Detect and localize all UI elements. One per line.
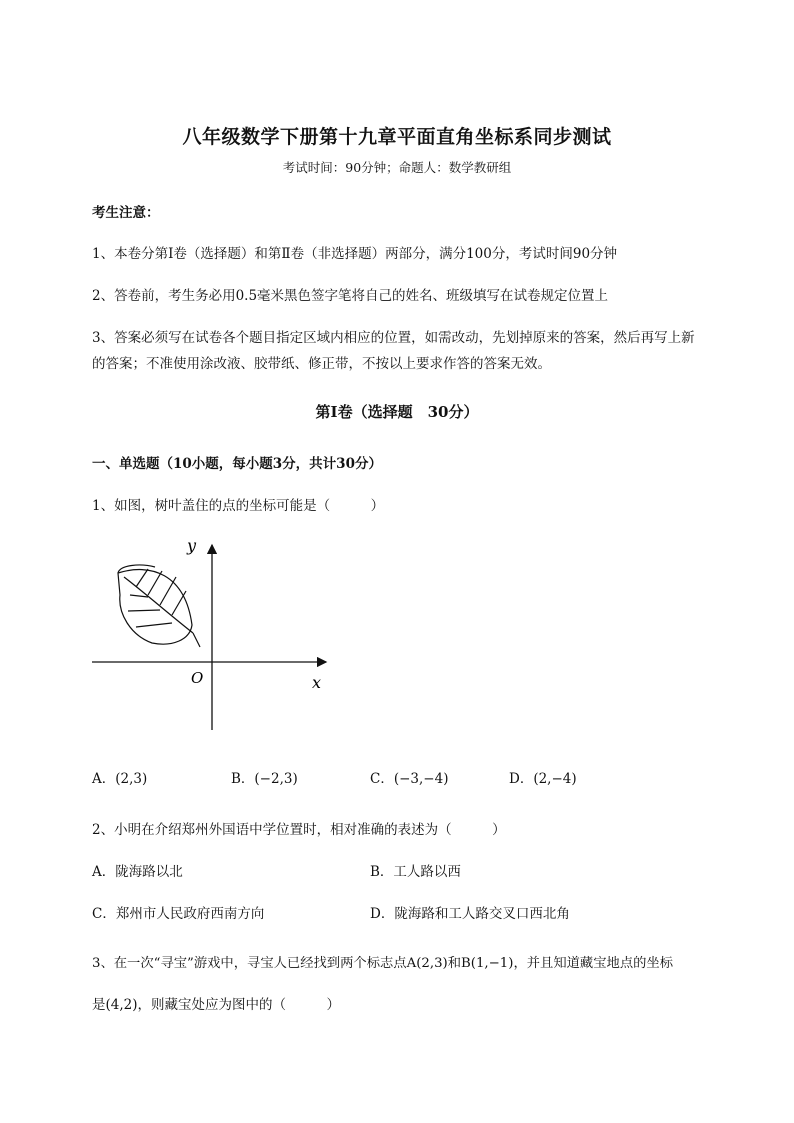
leaf-icon [118,565,200,647]
question-3-stem: 3、在一次“寻宝”游戏中，寻宝人已经找到两个标志点A(2,3)和B(1,−1)，并且知道藏宝地点的坐标 [92,956,674,971]
question-1-option-a[interactable]: A．(2,3) [92,771,148,787]
question-1-option-c[interactable]: C．(−3,−4) [370,771,449,787]
notice-heading: 考生注意： [92,205,160,221]
question-2-option-a[interactable]: A．陇海路以北 [92,864,183,880]
part-heading: 一、单选题（10小题，每小题3分，共计30分） [92,456,382,472]
section-title: 第I卷（选择题 30分） [315,403,479,421]
exam-info: 考试时间：90分钟；命题人：数学教研组 [282,160,512,175]
question-2-option-b[interactable]: B．工人路以西 [370,864,461,880]
x-axis-label: x [312,673,322,692]
question-1-stem: 1、如图，树叶盖住的点的坐标可能是（ ） [92,498,385,514]
notice-item-1: 1、本卷分第I卷（选择题）和第Ⅱ卷（非选择题）两部分，满分100分，考试时间90分钟 [92,246,618,262]
y-axis-label: y [187,536,197,555]
notice-item-3-cont: 的答案；不准使用涂改液、胶带纸、修正带，不按以上要求作答的答案无效。 [92,356,551,372]
question-3-stem-cont: 是(4,2)，则藏宝处应为图中的（ ） [92,997,341,1013]
question-1-option-b[interactable]: B．(−2,3) [231,771,298,787]
question-2-option-d[interactable]: D．陇海路和工人路交叉口西北角 [370,906,570,922]
question-2-stem: 2、小明在介绍郑州外国语中学位置时，相对准确的表述为（ ） [92,822,506,838]
question-2-option-c[interactable]: C．郑州市人民政府西南方向 [92,906,265,922]
page-title: 八年级数学下册第十九章平面直角坐标系同步测试 [182,126,612,148]
question-1-option-d[interactable]: D．(2,−4) [509,771,577,787]
notice-item-2: 2、答卷前，考生务必用0.5毫米黑色签字笔将自己的姓名、班级填写在试卷规定位置上 [92,288,609,304]
question-1-figure [90,535,340,735]
notice-item-3: 3、答案必须写在试卷各个题目指定区域内相应的位置，如需改动，先划掉原来的答案，然后再写上新 [92,330,695,346]
origin-label: O [191,669,204,687]
